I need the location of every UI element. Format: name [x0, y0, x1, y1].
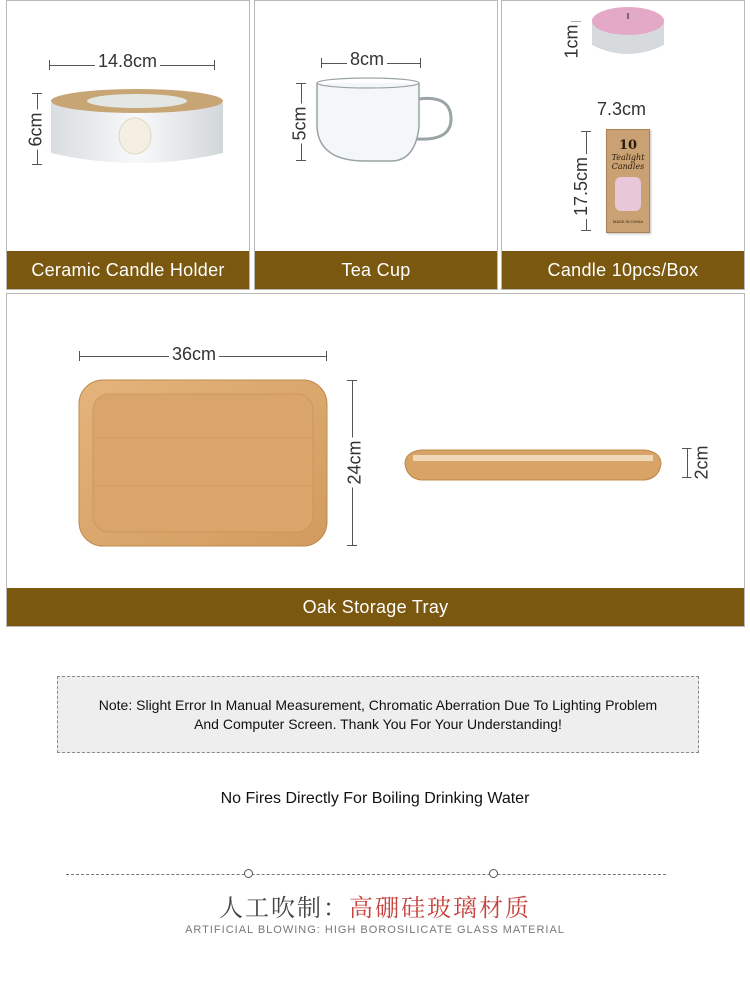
tealight-height: 1cm: [562, 21, 583, 61]
section-divider: [66, 874, 666, 875]
candle-box-width: 7.3cm: [594, 99, 649, 120]
candle-box: [606, 129, 650, 233]
tea-cup-label: Tea Cup: [255, 251, 497, 289]
candle-holder-height: 6cm: [26, 109, 47, 149]
feature-title: [0, 888, 750, 923]
tray-thickness: 2cm: [692, 442, 713, 482]
note-line-1: Note: Slight Error In Manual Measurement, Chromatic Aberration Due To Lighting Problem: [98, 696, 658, 713]
fire-warning: No Fires Directly For Boiling Drinking Water: [220, 790, 530, 807]
tray-top-image: [77, 378, 329, 548]
candle-holder-panel: [6, 0, 250, 290]
divider-dot-right: [489, 869, 498, 878]
candle-box-line2: Candles: [611, 162, 645, 171]
candle-box-footer: MADE IN CHINA: [612, 219, 644, 224]
feature-subtitle: ARTIFICIAL BLOWING: HIGH BOROSILICATE GLASS MATERIAL: [185, 924, 565, 936]
candle-panel: [501, 0, 745, 290]
candle-box-line1: Tealight: [611, 153, 645, 162]
candle-box-number: 10: [618, 138, 638, 153]
candle-box-height: 17.5cm: [571, 154, 592, 219]
tea-cup-image: [311, 77, 461, 167]
candle-holder-label: Ceramic Candle Holder: [7, 251, 249, 289]
candle-box-window: [615, 177, 641, 211]
tea-cup-panel: [254, 0, 498, 290]
tray-label: Oak Storage Tray: [7, 588, 744, 626]
tea-cup-height: 5cm: [290, 103, 311, 143]
tealight-image: [588, 5, 668, 63]
candle-label: Candle 10pcs/Box: [502, 251, 744, 289]
tray-side-image: [401, 444, 665, 484]
measurement-note: [57, 676, 699, 753]
tray-width: 36cm: [169, 344, 219, 365]
divider-dot-left: [244, 869, 253, 878]
tray-height: 24cm: [345, 437, 366, 487]
tray-panel: [6, 293, 745, 627]
tea-cup-width: 8cm: [347, 49, 387, 70]
feature-title-accent: 高硼硅玻璃材质: [349, 894, 531, 922]
feature-title-dark: 人工吹制：: [219, 894, 349, 922]
note-line-2: And Computer Screen. Thank You For Your Understanding!: [194, 715, 562, 732]
candle-holder-image: [47, 81, 227, 171]
candle-holder-width: 14.8cm: [95, 51, 160, 72]
